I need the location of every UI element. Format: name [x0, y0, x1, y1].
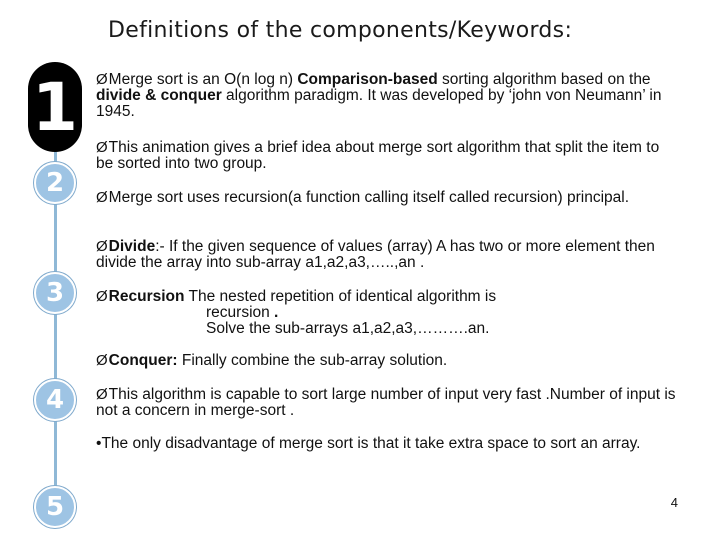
arrow-bullet-icon: Ø [96, 288, 108, 305]
text-bold: Divide [108, 238, 156, 255]
text-bold: . [269, 304, 279, 321]
text-bold: Conquer: [108, 352, 178, 369]
text: recursion [206, 304, 270, 321]
step-marker-3: 3 [34, 272, 76, 314]
text: sorting algorithm based on the [437, 71, 651, 88]
arrow-bullet-icon: Ø [96, 189, 108, 206]
paragraph-recursion [96, 289, 676, 337]
recursion-line-3: Solve the sub-arrays a1,a2,a3,……….an. [206, 320, 490, 337]
text: The nested repetition of identical algorithm is [184, 288, 497, 305]
paragraph-capability [96, 387, 676, 419]
step-marker-2: 2 [34, 162, 76, 204]
step-marker-4: 4 [34, 379, 76, 421]
text: Merge sort uses recursion(a function calling itself called recursion) principal. [108, 189, 630, 206]
paragraph-conquer [96, 353, 676, 369]
text: This animation gives a brief idea about merge sort algorithm that split the item to be sorted into two group. [96, 139, 660, 172]
text-bold: Recursion [108, 288, 185, 305]
text: This algorithm is capable to sort large number of input very fast .Number of input is not a concern in merge-sort . [96, 386, 676, 419]
paragraph-animation [96, 140, 676, 172]
text-bold: divide & conquer [96, 87, 222, 104]
slide-title: Definitions of the components/Keywords: [108, 18, 573, 43]
text: Finally combine the sub-array solution. [177, 352, 448, 369]
step-marker-1: 1 [28, 62, 82, 152]
text-bold: Comparison-based [297, 71, 438, 88]
dot-bullet-icon: • [96, 435, 102, 452]
paragraph-definition [96, 72, 676, 120]
paragraph-recursion-principal [96, 190, 676, 206]
text: :- If the given sequence of values (array) A has two or more element then divide the array into sub-array a1,a2,a3,…..,an . [96, 238, 655, 271]
page-number: 4 [670, 495, 678, 510]
text: algorithm paradigm. It was developed by ‘john von Neumann’ in 1945. [96, 87, 662, 120]
arrow-bullet-icon: Ø [96, 386, 108, 403]
text: The only disadvantage of merge sort is that it take extra space to sort an array. [101, 435, 641, 452]
arrow-bullet-icon: Ø [96, 139, 108, 156]
paragraph-disadvantage [96, 436, 676, 452]
step-marker-5: 5 [34, 486, 76, 528]
arrow-bullet-icon: Ø [96, 71, 108, 88]
text: Merge sort is an O(n log n) [108, 71, 298, 88]
recursion-line-2 [96, 305, 676, 321]
paragraph-divide [96, 239, 676, 271]
arrow-bullet-icon: Ø [96, 238, 108, 255]
arrow-bullet-icon: Ø [96, 352, 108, 369]
step-rail [32, 68, 78, 522]
